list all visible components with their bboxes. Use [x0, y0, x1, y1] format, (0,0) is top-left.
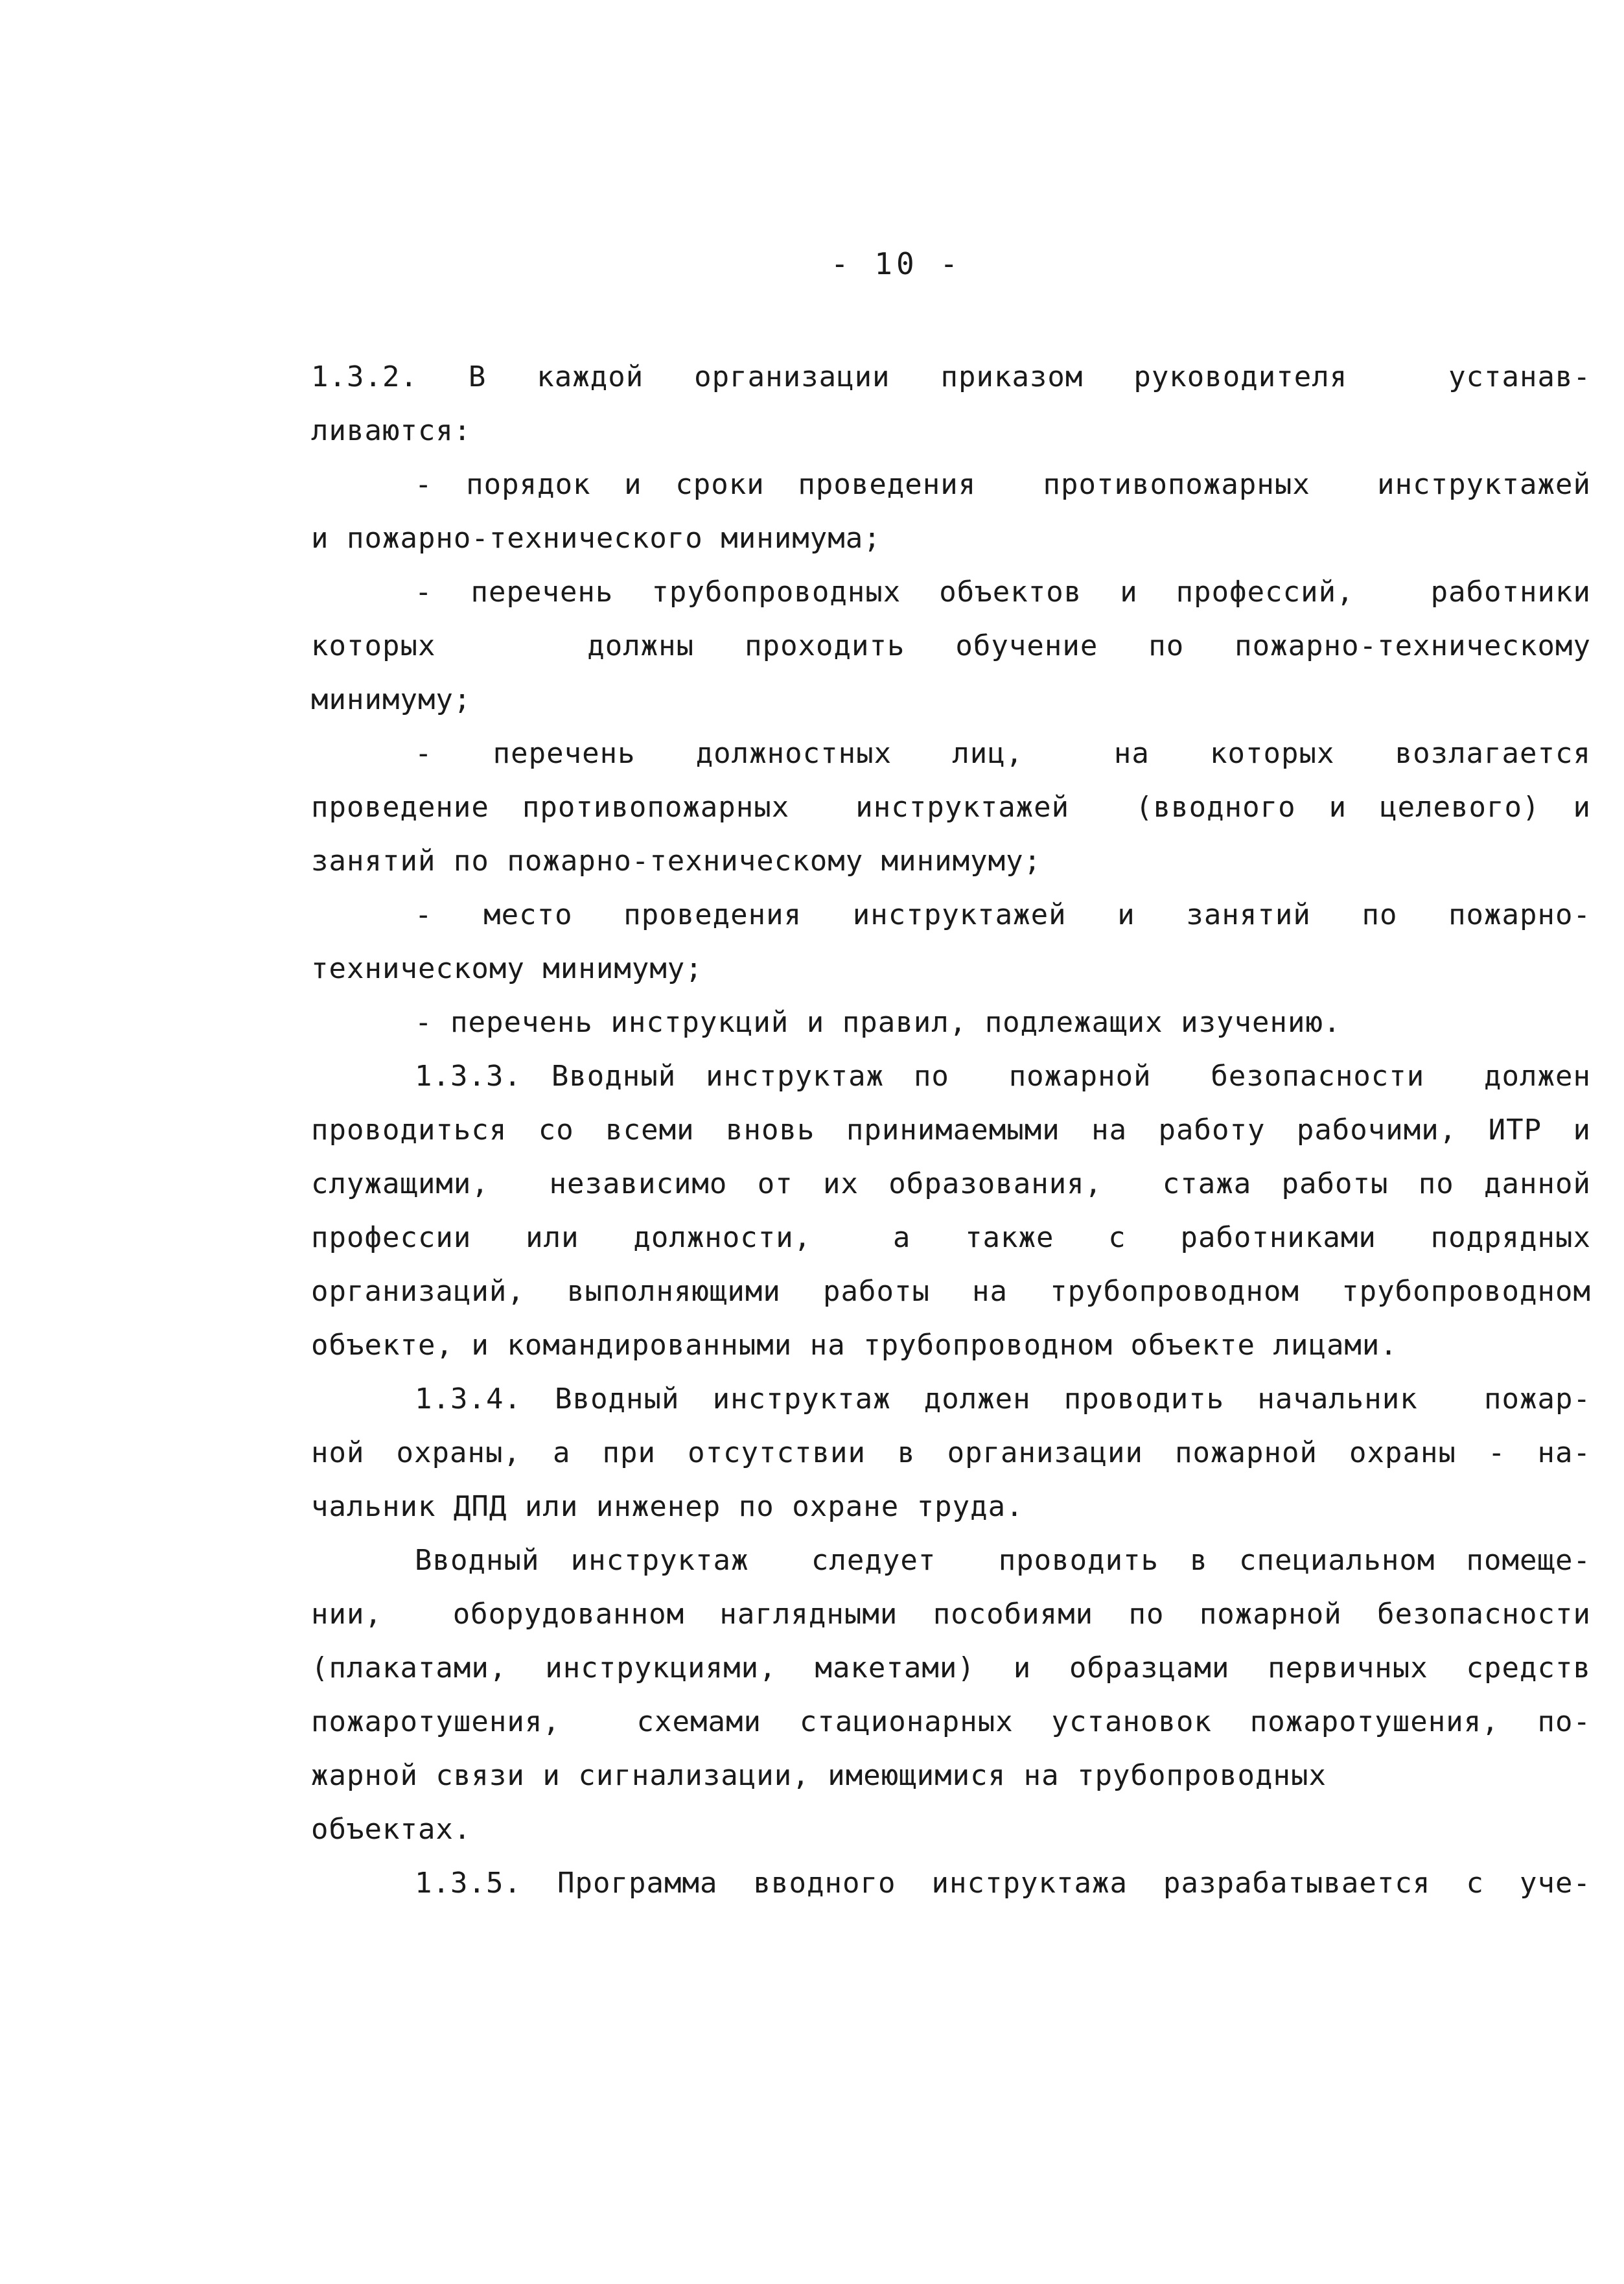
text-line: чальник ДПД или инженер по охране труда.	[311, 1490, 1024, 1523]
text-line: (плакатами, инструкциями, макетами) и образцами первичных средств	[311, 1651, 1591, 1684]
text-line: - перечень трубопроводных объектов и профессий, работники	[415, 576, 1591, 609]
page-number: - 10 -	[830, 246, 962, 281]
text-line: 1.3.3. Вводный инструктаж по пожарной безопасности должен	[415, 1060, 1591, 1093]
text-line: техническому минимуму;	[311, 952, 703, 985]
text-line: пожаротушения, схемами стационарных установок пожаротушения, по-	[311, 1705, 1591, 1738]
text-line: 1.3.2. В каждой организации приказом руководителя устанав-	[311, 360, 1591, 393]
text-line: служащими, независимо от их образования, стажа работы по данной	[311, 1167, 1591, 1200]
text-line: 1.3.4. Вводный инструктаж должен проводить начальник пожар-	[415, 1382, 1591, 1416]
text-line: профессии или должности, а также с работниками подрядных	[311, 1221, 1591, 1254]
text-line: объекте, и командированными на трубопроводном объекте лицами.	[311, 1329, 1398, 1362]
text-line: - место проведения инструктажей и занятий по пожарно-	[415, 898, 1591, 931]
text-line: ливаются:	[311, 414, 472, 447]
text-line: - перечень должностных лиц, на которых возлагается	[415, 737, 1591, 770]
text-line: которых должны проходить обучение по пожарно-техническому	[311, 629, 1591, 662]
text-line: организаций, выполняющими работы на трубопроводном трубопроводном	[311, 1275, 1591, 1308]
text-line: объектах.	[311, 1813, 472, 1846]
text-line: минимуму;	[311, 683, 472, 716]
text-line: занятий по пожарно-техническому минимуму;	[311, 845, 1042, 878]
text-line: 1.3.5. Программа вводного инструктажа разрабатывается с уче-	[415, 1867, 1591, 1900]
text-line: проведение противопожарных инструктажей (вводного и целевого) и	[311, 791, 1591, 824]
text-line: жарной связи и сигнализации, имеющимися на трубопроводных	[311, 1759, 1327, 1792]
text-line: проводиться со всеми вновь принимаемыми на работу рабочими, ИТР и	[311, 1113, 1591, 1147]
text-line: Вводный инструктаж следует проводить в специальном помеще-	[415, 1544, 1591, 1577]
text-line: и пожарно-технического минимума;	[311, 522, 881, 555]
text-line: - порядок и сроки проведения противопожарных инструктажей	[415, 468, 1591, 501]
text-line: - перечень инструкций и правил, подлежащих изучению.	[415, 1006, 1341, 1039]
text-line: ной охраны, а при отсутствии в организации пожарной охраны - на-	[311, 1436, 1591, 1469]
text-line: нии, оборудованном наглядными пособиями по пожарной безопасности	[311, 1598, 1591, 1631]
document-body	[311, 350, 1591, 1910]
